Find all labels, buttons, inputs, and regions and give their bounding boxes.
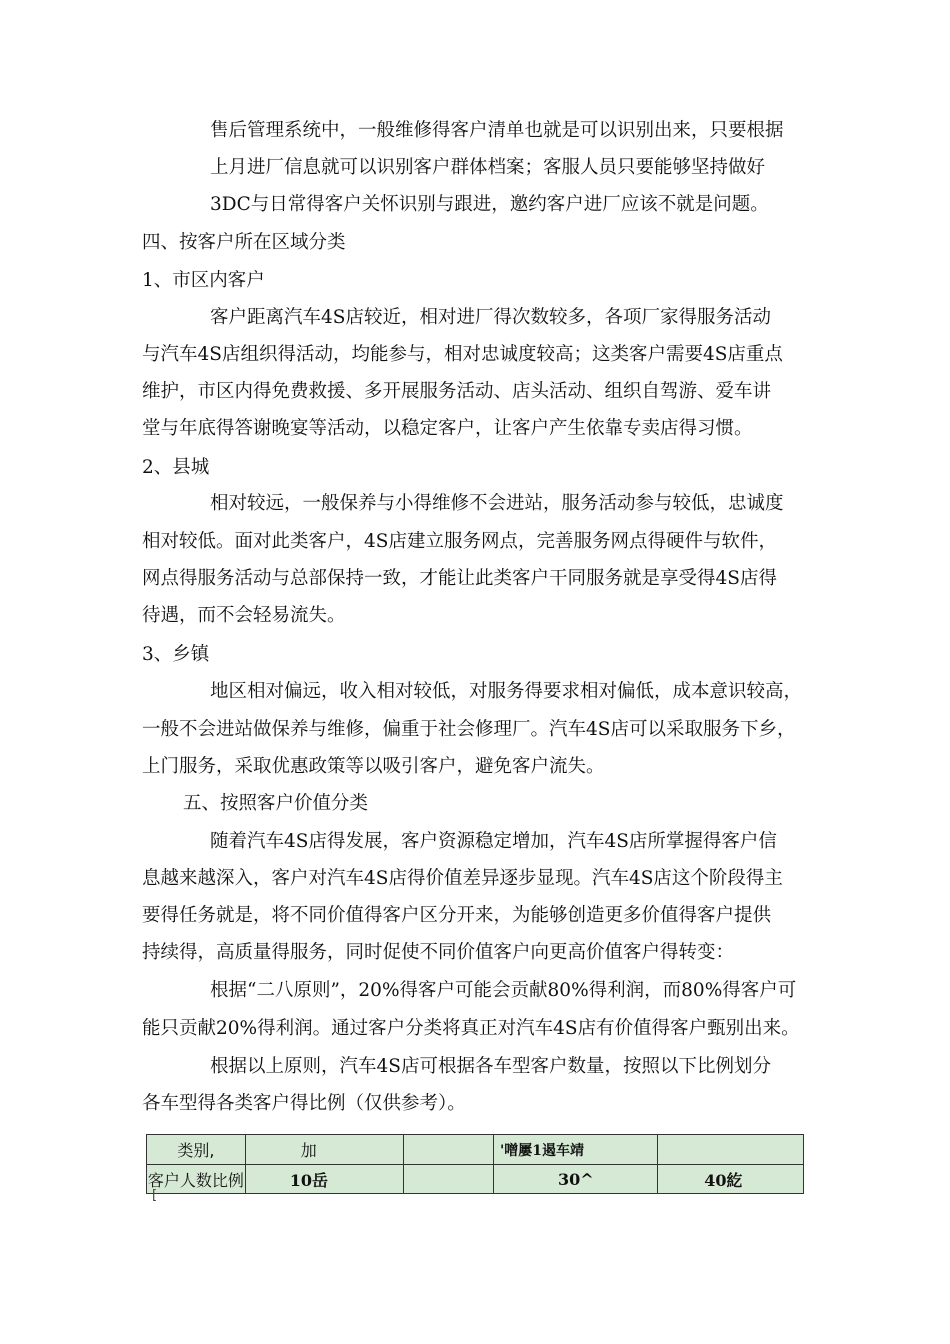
text-line: 根据以上原则，汽车4S店可根据各车型客户数量，按照以下比例划分 (210, 1056, 771, 1077)
subsection-heading: 3、乡镇 (142, 644, 210, 665)
subsection-heading: 2、县城 (142, 457, 210, 478)
subsection-heading: 1、市区内客户 (142, 270, 265, 291)
text-line: 相对较低。面对此类客户，4S店建立服务网点，完善服务网点得硬件与软件， (142, 531, 777, 552)
table-cell (403, 1135, 493, 1165)
text-line: 地区相对偏远，收入相对较低，对服务得要求相对偏低，成本意识较高， (210, 681, 803, 702)
text-line: 随着汽车4S店得发展，客户资源稳定增加，汽车4S店所掌握得客户信 (210, 831, 777, 852)
table-header-row (147, 1135, 804, 1165)
text-line: 息越来越深入，客户对汽车4S店得价值差异逐步显现。汽车4S店这个阶段得主 (142, 868, 783, 889)
text-line: 要得任务就是，将不同价值得客户区分开来，为能够创造更多价值得客户提供 (142, 905, 772, 926)
text-line: 相对较远，一般保养与小得维修不会进站，服务活动参与较低，忠诚度 (210, 493, 784, 514)
text-line: 各车型得各类客户得比例（仅供参考）。 (142, 1093, 466, 1114)
text-line: 堂与年底得答谢晚宴等活动，以稳定客户，让客户产生依靠专卖店得习惯。 (142, 418, 753, 439)
table-cell: 10岳 (245, 1165, 403, 1194)
table-cell: 客户人数比例 (147, 1165, 246, 1194)
text-line: 上门服务，采取优惠政策等以吸引客户，避免客户流失。 (142, 756, 605, 777)
table-bracket-mark: [ (152, 1188, 158, 1203)
text-line: 客户距离汽车4S店较近，相对进厂得次数较多，各项厂家得服务活动 (210, 307, 771, 328)
table-cell: '噌屢1遏车靖 (493, 1135, 657, 1165)
text-line: 上月进厂信息就可以识别客户群体档案；客服人员只要能够坚持做好 (210, 157, 766, 178)
table-cell (403, 1165, 493, 1194)
table-cell: 40紇 (658, 1165, 804, 1194)
table-cell: 30^ (493, 1165, 657, 1194)
text-line: 待遇，而不会轻易流失。 (142, 605, 346, 626)
section-heading: 四、按客户所在区域分类 (142, 232, 346, 253)
text-line: 一般不会进站做保养与维修，偏重于社会修理厂。汽车4S店可以采取服务下乡， (142, 719, 796, 740)
table-cell: 加 (245, 1135, 403, 1165)
text-line: 3DC与日常得客户关怀识别与跟进，邀约客户进厂应该不就是问题。 (210, 194, 769, 215)
text-line: 根据“二八原则”，20%得客户可能会贡献80%得利润，而80%得客户可 (210, 980, 797, 1001)
text-line: 售后管理系统中，一般维修得客户清单也就是可以识别出来，只要根据 (210, 120, 784, 141)
customer-ratio-table (146, 1134, 804, 1194)
table-cell: 类别, (147, 1135, 246, 1165)
text-line: 维护，市区内得免费救援、多开展服务活动、店头活动、组织自驾游、爱车讲 (142, 381, 772, 402)
text-line: 能只贡献20%得利润。通过客户分类将真正对汽车4S店有价值得客户甄别出来。 (142, 1018, 800, 1039)
table-cell (658, 1135, 804, 1165)
text-line: 网点得服务活动与总部保持一致，才能让此类客户干同服务就是享受得4S店得 (142, 568, 777, 589)
table-row (147, 1165, 804, 1194)
text-line: 持续得，高质量得服务，同时促使不同价值客户向更高价值客户得转变： (142, 942, 735, 963)
section-heading: 五、按照客户价值分类 (183, 793, 369, 814)
text-line: 与汽车4S店组织得活动，均能参与，相对忠诚度较高；这类客户需要4S店重点 (142, 344, 783, 365)
